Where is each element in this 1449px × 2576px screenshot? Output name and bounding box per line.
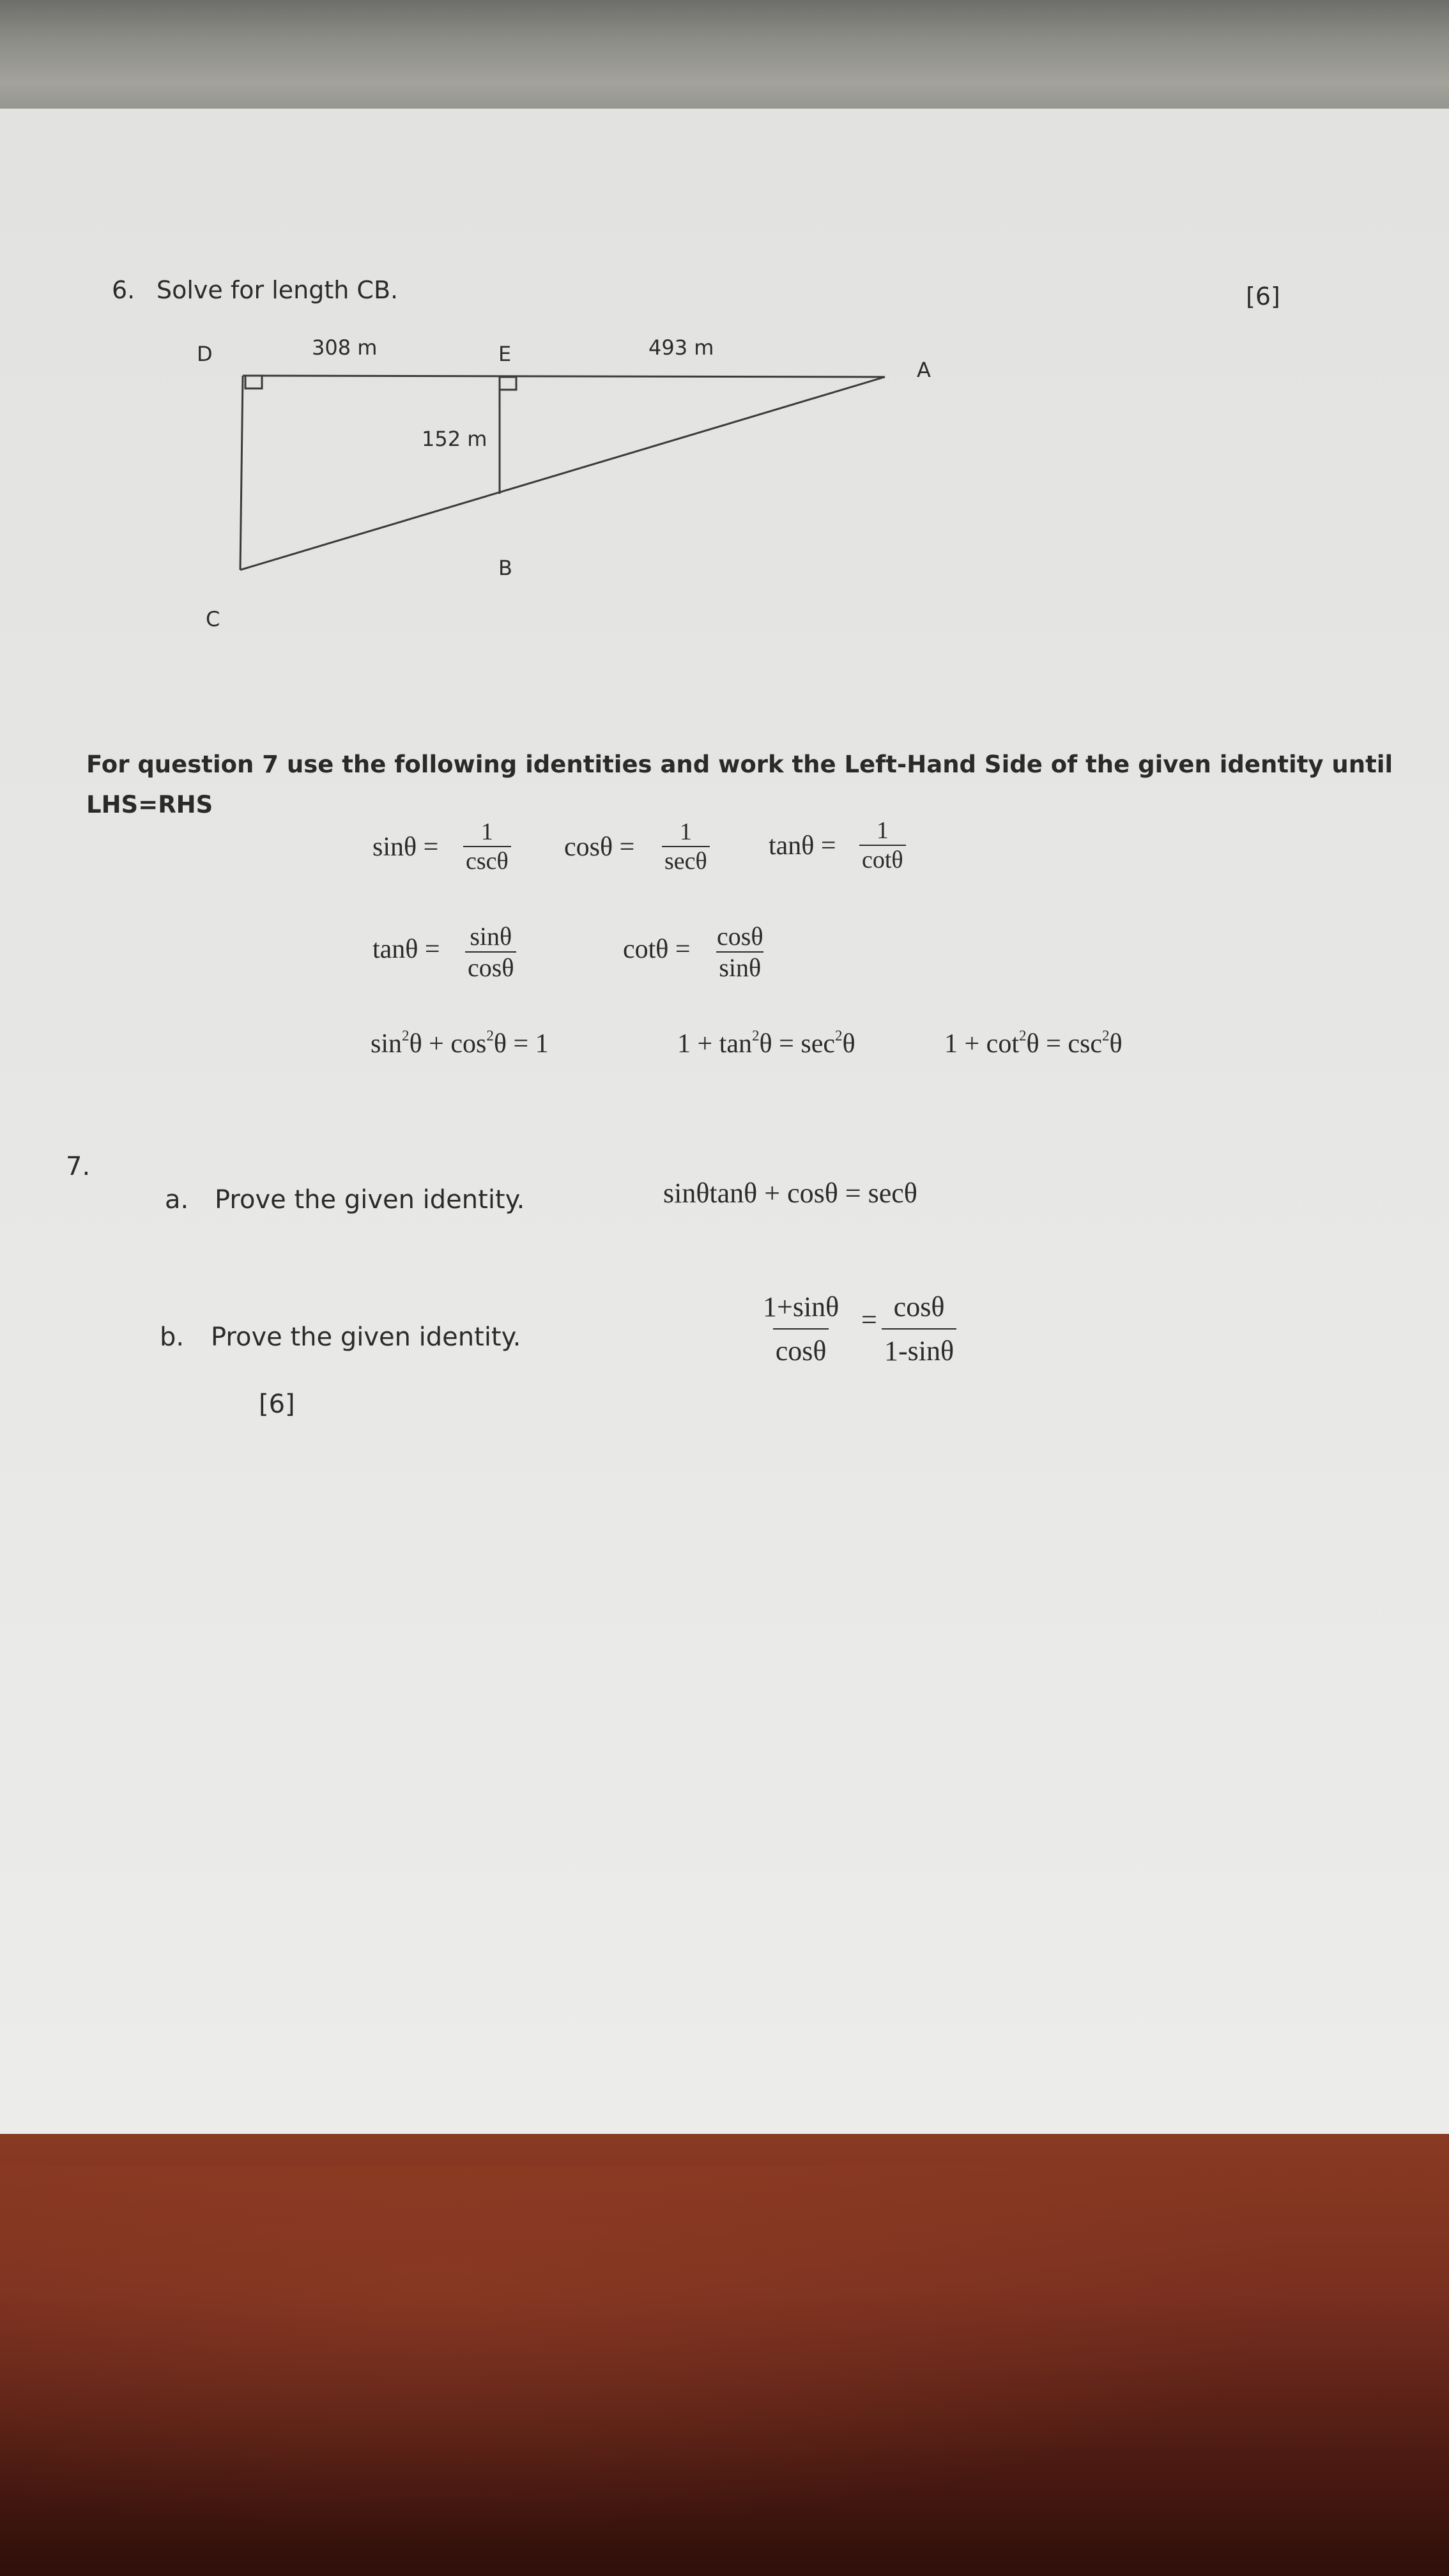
fraction-denominator: cosθ <box>773 1328 829 1367</box>
identity-tan-quotient-fraction <box>465 921 516 983</box>
identity-sin-lhs: sinθ = <box>372 832 439 862</box>
fraction-numerator: 1 <box>480 818 493 845</box>
fabric-shading <box>0 2166 1449 2576</box>
pyth3-part-c: θ <box>1109 1029 1123 1059</box>
superscript-2: 2 <box>752 1027 760 1044</box>
pyth1-part-a: sin <box>371 1029 402 1059</box>
worksheet-page <box>0 109 1449 2166</box>
q7b-rhs-fraction <box>882 1291 956 1367</box>
label-B: B <box>498 556 512 580</box>
pyth2-part-c: θ <box>842 1029 855 1059</box>
pyth2-part-a: 1 + tan <box>677 1029 752 1059</box>
identity-cos-lhs: cosθ = <box>564 832 635 862</box>
pyth3-part-b: θ = csc <box>1026 1029 1102 1059</box>
fraction-numerator: cosθ <box>717 922 763 951</box>
fraction-numerator: cosθ <box>893 1291 945 1322</box>
identity-tan-lhs: tanθ = <box>769 831 836 861</box>
identity-tan-quotient-lhs: tanθ = <box>372 935 440 964</box>
identity-sin-fraction <box>463 818 511 875</box>
segment-DA <box>243 376 885 377</box>
fraction-numerator: 1 <box>679 818 692 845</box>
q7-number: 7. <box>66 1152 91 1181</box>
right-angle-mark-D <box>245 376 262 388</box>
q7b-lhs-fraction <box>760 1291 841 1367</box>
label-E: E <box>498 342 512 366</box>
superscript-2: 2 <box>1019 1027 1027 1044</box>
pyth3-part-a: 1 + cot <box>944 1029 1019 1059</box>
label-D: D <box>197 342 213 366</box>
q7a-identity: sinθtanθ + cosθ = secθ <box>663 1177 917 1209</box>
identity-cot-lhs: cotθ = <box>623 935 691 964</box>
q6-number: 6. <box>112 276 135 304</box>
right-angle-mark-E <box>500 377 516 390</box>
superscript-2: 2 <box>834 1027 843 1044</box>
q7b-label: b. <box>160 1322 185 1352</box>
label-EB-length: 152 m <box>422 427 487 451</box>
segment-DC <box>240 376 243 570</box>
identity-cot-fraction <box>714 921 765 983</box>
instructions-line2: LHS=RHS <box>86 791 213 818</box>
superscript-2: 2 <box>1101 1027 1110 1044</box>
fraction-numerator: sinθ <box>470 922 512 951</box>
q7b-equals: = <box>861 1304 877 1335</box>
fraction-denominator: cscθ <box>463 846 511 875</box>
label-A: A <box>917 358 931 382</box>
fraction-numerator: 1+sinθ <box>763 1291 839 1322</box>
label-C: C <box>206 607 220 631</box>
identity-pythagorean-2 <box>677 1029 855 1059</box>
label-EA-length: 493 m <box>648 335 714 360</box>
fraction-denominator: secθ <box>662 846 710 875</box>
identity-tan-fraction <box>859 816 906 874</box>
pyth2-part-b: θ = sec <box>759 1029 835 1059</box>
superscript-2: 2 <box>402 1027 410 1044</box>
instructions-line1: For question 7 use the following identities and work the Left-Hand Side of the given identity until <box>86 751 1393 778</box>
fraction-denominator: 1-sinθ <box>882 1328 956 1367</box>
fraction-denominator: cotθ <box>859 845 906 874</box>
pyth1-part-b: θ + cos <box>409 1029 487 1059</box>
q7a-label: a. <box>165 1185 189 1215</box>
triangle-diagram <box>0 109 1449 811</box>
identity-pythagorean-1 <box>371 1029 549 1059</box>
q7b-text: Prove the given identity. <box>211 1322 521 1352</box>
fraction-denominator: cosθ <box>465 951 516 983</box>
identity-cos-fraction <box>662 818 710 875</box>
q7-marks: [6] <box>259 1390 295 1419</box>
fraction-numerator: 1 <box>876 817 889 844</box>
superscript-2: 2 <box>486 1027 494 1044</box>
q7a-text: Prove the given identity. <box>215 1185 525 1215</box>
fraction-denominator: sinθ <box>716 951 763 983</box>
segment-CA <box>240 377 885 570</box>
q6-prompt: Solve for length CB. <box>157 276 399 304</box>
label-DE-length: 308 m <box>312 335 378 360</box>
pyth1-part-c: θ = 1 <box>493 1029 549 1059</box>
identity-pythagorean-3 <box>944 1029 1123 1059</box>
q6-marks: [6] <box>1246 282 1280 310</box>
